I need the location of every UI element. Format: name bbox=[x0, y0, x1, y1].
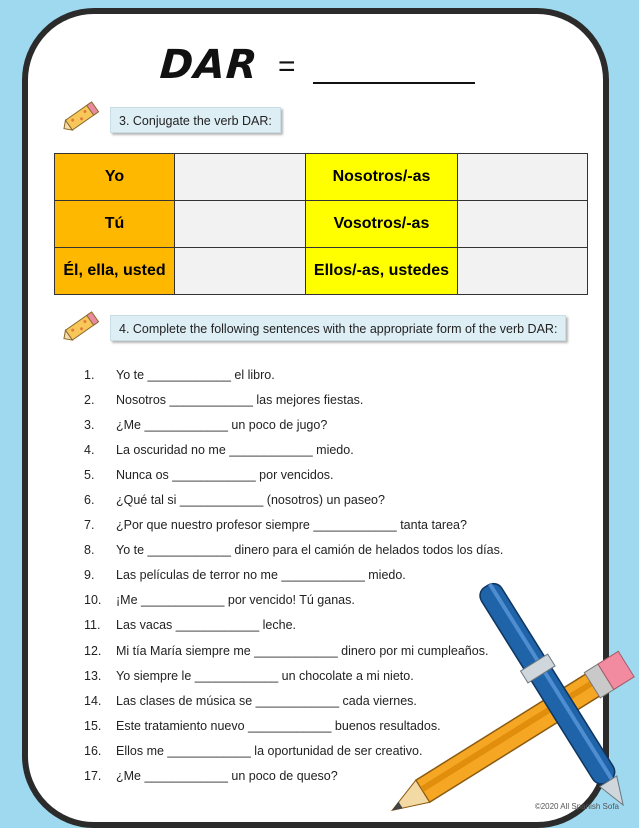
list-item bbox=[84, 387, 503, 412]
item-number: 10. bbox=[84, 593, 102, 608]
sentence-text: Las clases de música se ____________ cada viernes. bbox=[116, 693, 417, 708]
sentence-text: Yo te ____________ el libro. bbox=[116, 367, 275, 382]
list-item bbox=[84, 412, 503, 437]
table-row bbox=[55, 201, 588, 248]
table-row bbox=[55, 154, 588, 201]
list-item bbox=[84, 513, 503, 538]
item-number: 2. bbox=[84, 392, 95, 407]
sentence-text: Yo te ____________ dinero para el camión de helados todos los días. bbox=[116, 543, 504, 558]
sentence-text: ¿Me ____________ un poco de jugo? bbox=[116, 417, 328, 432]
answer-cell[interactable] bbox=[175, 248, 306, 295]
pronoun-cell: Vosotros/-as bbox=[306, 201, 458, 248]
table-row bbox=[55, 248, 588, 295]
sentence-text: Este tratamiento nuevo ____________ buenos resultados. bbox=[116, 718, 441, 733]
pen-and-pencil-illustration bbox=[370, 548, 639, 811]
page-title: DAR bbox=[158, 42, 260, 88]
pronoun-cell: Nosotros/-as bbox=[306, 154, 458, 201]
answer-cell[interactable] bbox=[458, 201, 588, 248]
item-number: 7. bbox=[84, 518, 95, 533]
sentence-text: Las vacas ____________ leche. bbox=[116, 618, 297, 633]
item-number: 9. bbox=[84, 568, 95, 583]
pronoun-cell: Yo bbox=[55, 154, 175, 201]
item-number: 3. bbox=[84, 417, 95, 432]
sentence-text: Nosotros ____________ las mejores fiestas. bbox=[116, 392, 364, 407]
list-item bbox=[84, 462, 503, 487]
title-answer-blank bbox=[313, 82, 475, 84]
sentence-text: ¿Me ____________ un poco de queso? bbox=[116, 769, 338, 784]
pencil-icon bbox=[60, 306, 104, 346]
pronoun-cell: Ellos/-as, ustedes bbox=[306, 248, 458, 295]
sentence-text: ¿Por que nuestro profesor siempre ____________ tanta tarea? bbox=[116, 518, 467, 533]
sentence-text: La oscuridad no me ____________ miedo. bbox=[116, 442, 354, 457]
section4-instruction: 4. Complete the following sentences with the appropriate form of the verb DAR: bbox=[110, 315, 566, 341]
pronoun-cell: Él, ella, usted bbox=[55, 248, 175, 295]
sentence-text: Mi tía María siempre me ____________ dinero por mi cumpleaños. bbox=[116, 643, 489, 658]
list-item bbox=[84, 362, 503, 387]
sentence-text: Las películas de terror no me ____________ miedo. bbox=[116, 568, 406, 583]
list-item bbox=[84, 487, 503, 512]
item-number: 13. bbox=[84, 668, 102, 683]
item-number: 15. bbox=[84, 718, 102, 733]
item-number: 6. bbox=[84, 493, 95, 508]
section3-instruction: 3. Conjugate the verb DAR: bbox=[110, 107, 281, 133]
sentence-text: ¡Me ____________ por vencido! Tú ganas. bbox=[116, 593, 355, 608]
sentence-text: Nunca os ____________ por vencidos. bbox=[116, 467, 334, 482]
item-number: 5. bbox=[84, 467, 95, 482]
answer-cell[interactable] bbox=[458, 248, 588, 295]
pencil-icon bbox=[60, 96, 104, 136]
sentence-text: Yo siempre le ____________ un chocolate a mi nieto. bbox=[116, 668, 414, 683]
sentence-text: ¿Qué tal si ____________ (nosotros) un paseo? bbox=[116, 493, 385, 508]
answer-cell[interactable] bbox=[458, 154, 588, 201]
item-number: 12. bbox=[84, 643, 102, 658]
item-number: 16. bbox=[84, 743, 102, 758]
item-number: 8. bbox=[84, 543, 95, 558]
item-number: 4. bbox=[84, 442, 95, 457]
item-number: 14. bbox=[84, 693, 102, 708]
equals-sign: = bbox=[278, 50, 296, 83]
answer-cell[interactable] bbox=[175, 154, 306, 201]
answer-cell[interactable] bbox=[175, 201, 306, 248]
pronoun-cell: Tú bbox=[55, 201, 175, 248]
conjugation-table bbox=[54, 153, 588, 295]
copyright-footer: ©2020 All Spanish Sofa bbox=[534, 802, 619, 811]
item-number: 11. bbox=[84, 618, 101, 633]
sentence-text: Ellos me ____________ la oportunidad de ser creativo. bbox=[116, 743, 423, 758]
list-item bbox=[84, 437, 503, 462]
item-number: 1. bbox=[84, 367, 95, 382]
item-number: 17. bbox=[84, 769, 102, 784]
